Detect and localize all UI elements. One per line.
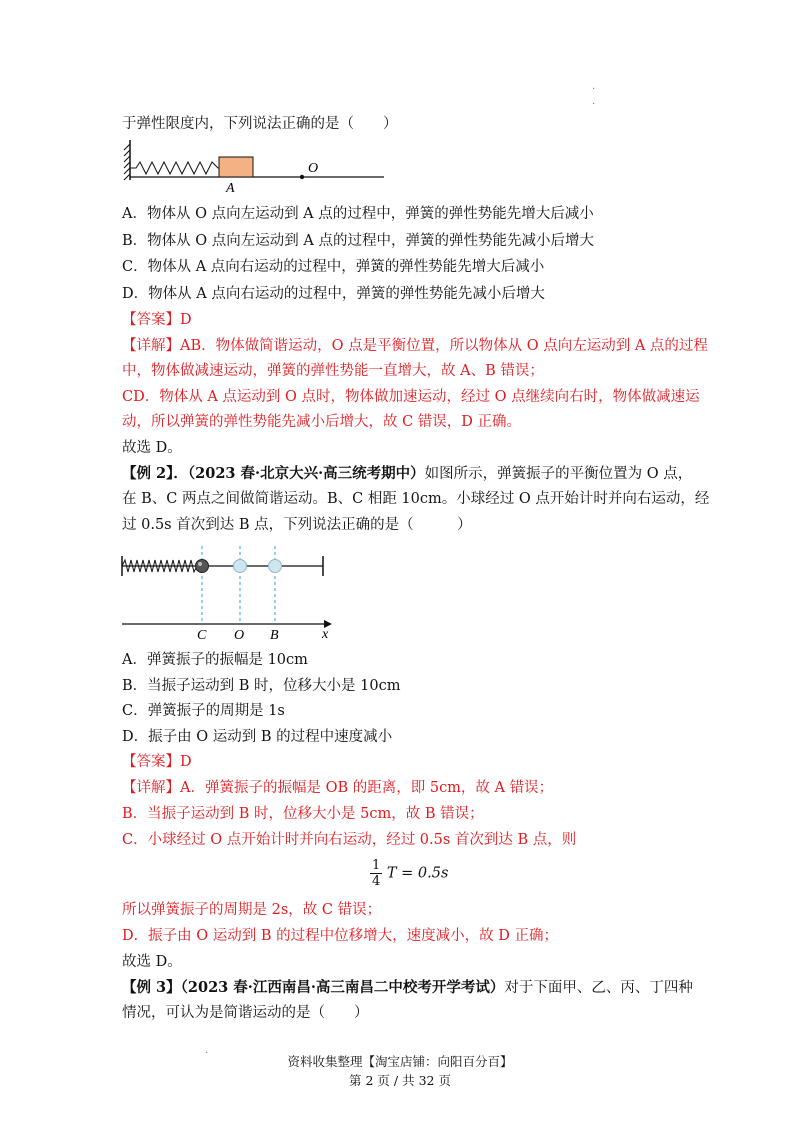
q3-stem-2: 情况，可认为是简谐运动的是（ ） xyxy=(122,1005,369,1021)
label-o: O xyxy=(308,161,319,176)
q1-explanation-3: CD．物体从 A 点运动到 O 点时，物体做加速运动，经过 O 点继续向右时，物体做减速运 xyxy=(122,389,700,405)
q2-option-c: C．弹簧振子的周期是 1s xyxy=(122,703,285,719)
q1-option-d: D．物体从 A 点向右运动的过程中，弹簧的弹性势能先减小后增大 xyxy=(122,286,545,302)
q1-stem: 于弹性限度内，下列说法正确的是（ ） xyxy=(122,116,398,132)
wall xyxy=(124,140,130,180)
fraction-denominator: 4 xyxy=(372,874,381,889)
q2-explanation-4: 所以弹簧振子的周期是 2s，故 C 错误； xyxy=(122,902,382,918)
formula-rest: T = 0.5s xyxy=(386,865,449,882)
fraction xyxy=(370,858,382,889)
q1-option-b: B．物体从 O 点向左运动到 A 点的过程中，弹簧的弹性势能先减小后增大 xyxy=(122,233,594,249)
q2-option-a: A．弹簧振子的振幅是 10cm xyxy=(122,652,308,668)
scan-dot: · xyxy=(592,99,596,110)
q1-explanation-2: 中，物体做减速运动，弹簧的弹性势能一直增大，故 A、B 错误； xyxy=(122,363,544,379)
q2-stem-1 xyxy=(122,464,692,484)
ball-at-o xyxy=(234,560,247,573)
q2-option-b: B．当振子运动到 B 时，位移大小是 10cm xyxy=(122,678,401,694)
q2-answer: 【答案】D xyxy=(122,754,192,770)
q2-formula xyxy=(370,858,448,889)
q3-tag: 【例 3】 xyxy=(122,979,181,996)
label-c: C xyxy=(197,628,207,643)
q1-option-a: A．物体从 O 点向左运动到 A 点的过程中，弹簧的弹性势能先增大后减小 xyxy=(122,206,594,222)
q1-spring-figure xyxy=(122,138,392,194)
q2-conclusion: 故选 D。 xyxy=(122,954,182,970)
q2-tag: 【例 2】． xyxy=(122,465,188,482)
q1-explanation-4: 动，所以弹簧的弹性势能先减小后增大，故 C 错误，D 正确。 xyxy=(122,414,522,430)
page-number: 第 2 页 / 共 32 页 xyxy=(349,1073,451,1088)
spring xyxy=(130,162,222,174)
q1-option-c: C．物体从 A 点向右运动的过程中，弹簧的弹性势能先增大后减小 xyxy=(122,259,545,275)
q2-option-d: D．振子由 O 运动到 B 的过程中速度减小 xyxy=(122,729,393,745)
q2-stem-text: 如图所示，弹簧振子的平衡位置为 O 点， xyxy=(424,466,693,482)
q2-explanation-5: D．振子由 O 运动到 B 的过程中位移增大，速度减小，故 D 正确； xyxy=(122,928,558,944)
q1-explanation-1: 【详解】AB．物体做简谐运动，O 点是平衡位置，所以物体从 O 点向左运动到 A 点的过程 xyxy=(122,338,708,354)
q2-stem-2: 在 B、C 两点之间做简谐运动。B、C 相距 10cm。小球经过 O 点开始计时并向右运动，经 xyxy=(122,491,710,507)
ball-highlight xyxy=(198,562,202,566)
q2-source: （2023 春·北京大兴·高三统考期中） xyxy=(187,465,425,482)
q3-source: （2023 春·江西南昌·高三南昌二中校考开学考试） xyxy=(180,979,505,996)
q1-answer: 【答案】D xyxy=(122,312,192,328)
q3-stem-1 xyxy=(122,978,693,998)
q2-explanation-2: B．当振子运动到 B 时，位移大小是 5cm，故 B 错误； xyxy=(122,806,484,822)
footer-source: 资料收集整理【淘宝店铺：向阳百分百】 xyxy=(287,1054,513,1069)
point-o xyxy=(300,175,304,179)
block-a xyxy=(219,157,253,177)
scan-dot: · xyxy=(205,1048,209,1059)
fraction-numerator: 1 xyxy=(372,858,381,873)
q2-explanation-3: C．小球经过 O 点开始计时并向右运动，经过 0.5s 首次到达 B 点，则 xyxy=(122,832,577,848)
q2-stem-3: 过 0.5s 首次到达 B 点，下列说法正确的是（ ） xyxy=(122,517,472,533)
ball-at-b xyxy=(269,560,282,573)
label-a: A xyxy=(226,181,235,194)
label-x: x xyxy=(322,627,329,642)
label-o: O xyxy=(234,628,245,643)
label-b: B xyxy=(270,628,279,643)
scan-dot: · xyxy=(592,84,596,95)
q1-conclusion: 故选 D。 xyxy=(122,440,182,456)
q2-oscillator-figure xyxy=(120,546,340,646)
ball-at-c xyxy=(196,560,209,573)
q3-stem-text: 对于下面甲、乙、丙、丁四种 xyxy=(504,980,693,996)
q2-explanation-1: 【详解】A．弹簧振子的振幅是 OB 的距离，即 5cm，故 A 错误； xyxy=(122,780,554,796)
